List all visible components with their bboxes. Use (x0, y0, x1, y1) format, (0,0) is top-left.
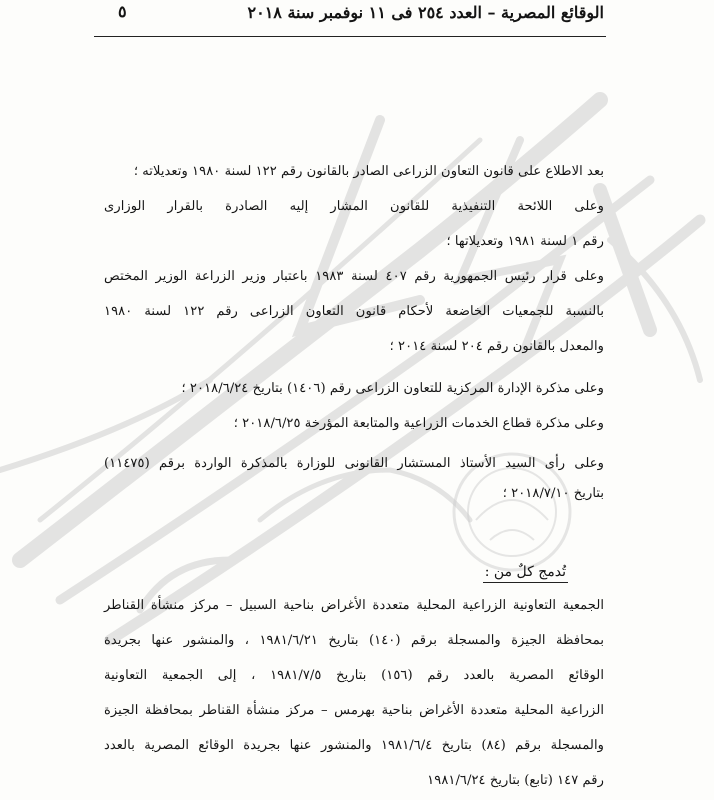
paragraph-line: والمعدل بالقانون رقم ٢٠٤ لسنة ٢٠١٤ ؛ (389, 339, 604, 354)
paragraph-line: وعلى مذكرة الإدارة المركزية للتعاون الزراعى رقم (١٤٠٦) بتاريخ ٢٠١٨/٦/٢٤ ؛ (181, 381, 604, 396)
section-heading-underline (483, 582, 568, 583)
paragraph-line: بالنسبة للجمعيات الخاضعة لأحكام قانون التعاون الزراعى رقم ١٢٢ لسنة ١٩٨٠ (104, 304, 605, 319)
merge-paragraph-line: بمحافظة الجيزة والمسجلة برقم (١٤٠) بتاريخ ١٩٨١/٦/٢١ ، والمنشور عنها بجريدة (104, 633, 605, 648)
merge-paragraph-line: الزراعية المحلية متعددة الأغراض بناحية بهرمس – مركز منشأة القناطر بمحافظة الجيزة (104, 703, 604, 718)
merge-paragraph-line: الوقائع المصرية بالعدد رقم (١٥٦) بتاريخ ١٩٨١/٧/٥ ، إلى الجمعية التعاونية (104, 668, 604, 683)
section-heading-text: تُدمج كلٌ من : (484, 564, 566, 580)
paragraph-line: وعلى اللائحة التنفيذية للقانون المشار إليه الصادرة بالقرار الوزارى (104, 199, 604, 214)
merge-paragraph-line: الجمعية التعاونية الزراعية المحلية متعددة الأغراض بناحية السبيل – مركز منشأة القناطر (104, 598, 604, 613)
paragraph-line: بتاريخ ٢٠١٨/٧/١٠ ؛ (502, 486, 604, 501)
paragraph-line: وعلى قرار رئيس الجمهورية رقم ٤٠٧ لسنة ١٩٨٣ باعتبار وزير الزراعة الوزير المختص (104, 269, 604, 284)
page-number: ٥ (118, 2, 127, 21)
paragraph-line: رقم ١ لسنة ١٩٨١ وتعديلاتها ؛ (446, 234, 604, 249)
paragraph-line: وعلى رأى السيد الأستاذ المستشار القانونى للوزارة بالمذكرة الواردة برقم (١١٤٧٥) (104, 456, 604, 471)
page-header (94, 0, 606, 37)
paragraph-line: بعد الاطلاع على قانون التعاون الزراعى الصادر بالقانون رقم ١٢٢ لسنة ١٩٨٠ وتعديلاته ؛ (133, 164, 604, 179)
merge-paragraph-line: والمسجلة برقم (٨٤) بتاريخ ١٩٨١/٦/٤ والمنشور عنها بجريدة الوقائع المصرية بالعدد (104, 738, 604, 753)
gazette-header-title: الوقائع المصرية – العدد ٢٥٤ فى ١١ نوفمبر سنة ٢٠١٨ (247, 3, 604, 22)
merge-paragraph-line: رقم ١٤٧ (تابع) بتاريخ ١٩٨١/٦/٢٤ (427, 773, 604, 788)
section-heading (485, 564, 566, 580)
paragraph-line: وعلى مذكرة قطاع الخدمات الزراعية والمتابعة المؤرخة ٢٠١٨/٦/٢٥ ؛ (233, 416, 604, 431)
